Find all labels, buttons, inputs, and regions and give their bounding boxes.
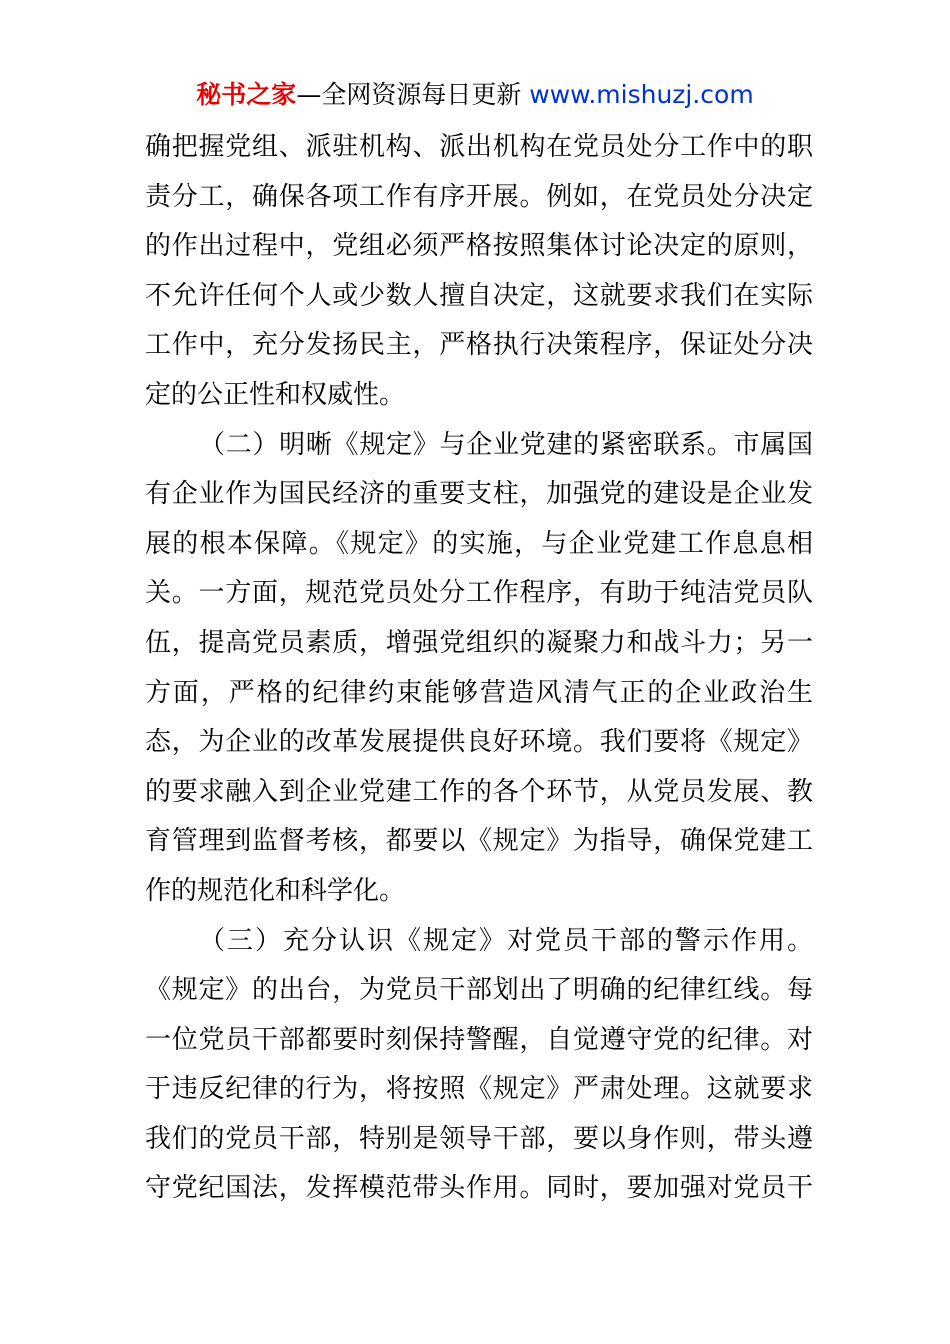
site-header: [0, 78, 950, 112]
text-line: 于违反纪律的行为，将按照《规定》严肃处理。这就要求: [145, 1074, 813, 1105]
text-line: 伍，提高党员素质，增强党组织的凝聚力和战斗力；另一: [145, 627, 813, 658]
text-line: 关。一方面，规范党员处分工作程序，有助于纯洁党员队: [145, 578, 813, 609]
text-line: （三）充分认识《规定》对党员干部的警示作用。: [199, 925, 813, 956]
site-brand: 秘书之家: [196, 80, 297, 109]
text-line: 我们的党员干部，特别是领导干部，要以身作则，带头遵: [145, 1123, 813, 1154]
text-line: 态，为企业的改革发展提供良好环境。我们要将《规定》: [145, 727, 813, 758]
text-line: 责分工，确保各项工作有序开展。例如，在党员处分决定: [145, 181, 813, 212]
text-line: 工作中，充分发扬民主，严格执行决策程序，保证处分决: [145, 330, 813, 361]
site-url-link[interactable]: www.mishuzj.com: [529, 80, 754, 109]
text-line: 的作出过程中，党组必须严格按照集体讨论决定的原则，: [145, 231, 813, 262]
text-line: 确把握党组、派驻机构、派出机构在党员处分工作中的职: [145, 132, 813, 162]
text-line: 守党纪国法，发挥模范带头作用。同时，要加强对党员干: [145, 1173, 813, 1204]
text-line: 有企业作为国民经济的重要支柱，加强党的建设是企业发: [145, 479, 813, 510]
text-line: 展的根本保障。《规定》的实施，与企业党建工作息息相: [145, 528, 813, 559]
text-line: 育管理到监督考核，都要以《规定》为指导，确保党建工: [145, 826, 813, 857]
text-line: （二）明晰《规定》与企业党建的紧密联系。市属国: [199, 429, 813, 460]
text-line: 的要求融入到企业党建工作的各个环节，从党员发展、教: [145, 776, 813, 807]
text-line: 方面，严格的纪律约束能够营造风清气正的企业政治生: [145, 677, 813, 708]
text-line: 《规定》的出台，为党员干部划出了明确的纪律红线。每: [145, 975, 813, 1006]
text-line: 作的规范化和科学化。: [145, 875, 406, 906]
document-body: [145, 123, 813, 1214]
text-line: 定的公正性和权威性。: [145, 379, 406, 410]
text-line: 不允许任何个人或少数人擅自决定，这就要求我们在实际: [145, 280, 813, 311]
text-line: 一位党员干部都要时刻保持警醒，自觉遵守党的纪律。对: [145, 1024, 813, 1055]
site-tagline: —全网资源每日更新: [296, 80, 522, 109]
